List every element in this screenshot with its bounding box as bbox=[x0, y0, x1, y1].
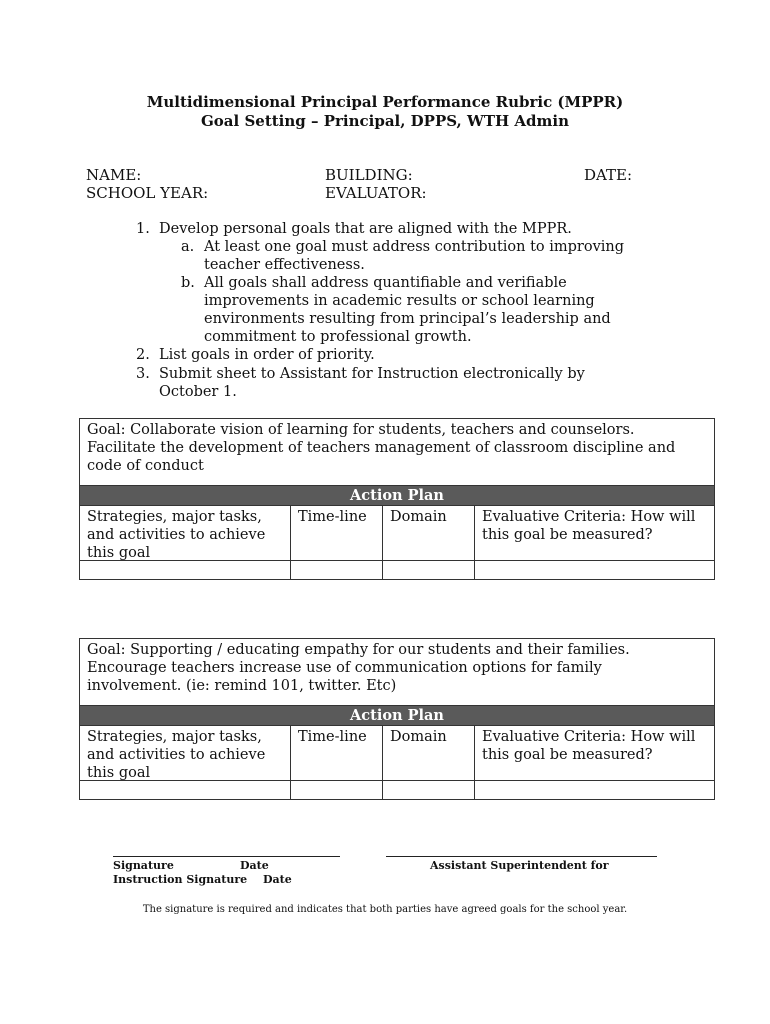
goal-line: Facilitate the development of teachers management of classroom discipline and bbox=[87, 440, 676, 456]
table-row bbox=[80, 780, 714, 799]
list-item-continuation: environments resulting from principal’s leadership and bbox=[204, 311, 611, 327]
list-item: Develop personal goals that are aligned with the MPPR. bbox=[159, 221, 572, 237]
action-plan-column-headers bbox=[80, 505, 714, 560]
signature-label: Signature bbox=[113, 859, 174, 872]
timeline-header: Time-line bbox=[291, 726, 383, 780]
evaluator-label: EVALUATOR: bbox=[325, 184, 427, 202]
signature-date-label: Date bbox=[240, 859, 269, 872]
domain-header: Domain bbox=[383, 506, 475, 560]
list-letter: a. bbox=[181, 239, 195, 255]
school-year-label: SCHOOL YEAR: bbox=[86, 184, 209, 202]
list-item-continuation: teacher effectiveness. bbox=[204, 257, 365, 273]
list-item: List goals in order of priority. bbox=[159, 347, 375, 363]
goal-line: code of conduct bbox=[87, 458, 204, 474]
timeline-cell[interactable] bbox=[291, 781, 383, 799]
instruction-date-label: Date bbox=[263, 873, 292, 886]
list-number: 3. bbox=[136, 366, 150, 382]
goal-line: involvement. (ie: remind 101, twitter. Etc) bbox=[87, 678, 397, 694]
action-plan-header: Action Plan bbox=[80, 705, 714, 725]
list-item: At least one goal must address contribution to improving bbox=[204, 239, 625, 255]
list-number: 1. bbox=[136, 221, 150, 237]
list-item-continuation: improvements in academic results or school learning bbox=[204, 293, 595, 309]
principal-signature-line[interactable] bbox=[113, 856, 340, 857]
domain-cell[interactable] bbox=[383, 561, 475, 579]
table-row bbox=[80, 560, 714, 579]
list-letter: b. bbox=[181, 275, 195, 291]
domain-cell[interactable] bbox=[383, 781, 475, 799]
header-line: this goal bbox=[87, 765, 151, 781]
evaluative-criteria-cell[interactable] bbox=[475, 561, 714, 579]
timeline-cell[interactable] bbox=[291, 561, 383, 579]
evaluative-criteria-header bbox=[475, 506, 714, 560]
date-label: DATE: bbox=[584, 166, 633, 184]
goal-table-2 bbox=[79, 638, 715, 800]
list-item: All goals shall address quantifiable and verifiable bbox=[204, 275, 567, 291]
header-line: Strategies, major tasks, bbox=[87, 509, 262, 525]
list-number: 2. bbox=[136, 347, 150, 363]
document-title: Multidimensional Principal Performance Rubric (MPPR) bbox=[146, 93, 624, 111]
signature-note: The signature is required and indicates that both parties have agreed goals for the school year. bbox=[142, 904, 628, 915]
header-line: this goal be measured? bbox=[482, 747, 653, 763]
document-subtitle: Goal Setting – Principal, DPPS, WTH Admin bbox=[200, 112, 569, 130]
header-line: this goal be measured? bbox=[482, 527, 653, 543]
goal-description[interactable] bbox=[80, 419, 714, 485]
building-label: BUILDING: bbox=[325, 166, 413, 184]
instruction-signature-label: Instruction Signature bbox=[113, 873, 248, 886]
strategies-cell[interactable] bbox=[80, 781, 291, 799]
goal-table-1 bbox=[79, 418, 715, 580]
list-item-continuation: commitment to professional growth. bbox=[204, 329, 472, 345]
action-plan-column-headers bbox=[80, 725, 714, 780]
superintendent-signature-line[interactable] bbox=[386, 856, 657, 857]
evaluative-criteria-cell[interactable] bbox=[475, 781, 714, 799]
list-item-continuation: October 1. bbox=[159, 384, 237, 400]
header-line: and activities to achieve bbox=[87, 527, 266, 543]
header-line: Strategies, major tasks, bbox=[87, 729, 262, 745]
strategies-header bbox=[80, 726, 291, 780]
list-item: Submit sheet to Assistant for Instruction electronically by bbox=[159, 366, 585, 382]
timeline-header: Time-line bbox=[291, 506, 383, 560]
header-line: Evaluative Criteria: How will bbox=[482, 509, 696, 525]
domain-header: Domain bbox=[383, 726, 475, 780]
strategies-header bbox=[80, 506, 291, 560]
assistant-superintendent-label: Assistant Superintendent for bbox=[430, 859, 609, 872]
goal-description[interactable] bbox=[80, 639, 714, 705]
evaluative-criteria-header bbox=[475, 726, 714, 780]
name-label: NAME: bbox=[86, 166, 142, 184]
action-plan-header: Action Plan bbox=[80, 485, 714, 505]
strategies-cell[interactable] bbox=[80, 561, 291, 579]
header-line: Evaluative Criteria: How will bbox=[482, 729, 696, 745]
header-line: this goal bbox=[87, 545, 151, 561]
goal-line: Goal: Supporting / educating empathy for our students and their families. bbox=[87, 642, 630, 658]
goal-line: Encourage teachers increase use of communication options for family bbox=[87, 660, 602, 676]
goal-line: Goal: Collaborate vision of learning for students, teachers and counselors. bbox=[87, 422, 635, 438]
header-line: and activities to achieve bbox=[87, 747, 266, 763]
